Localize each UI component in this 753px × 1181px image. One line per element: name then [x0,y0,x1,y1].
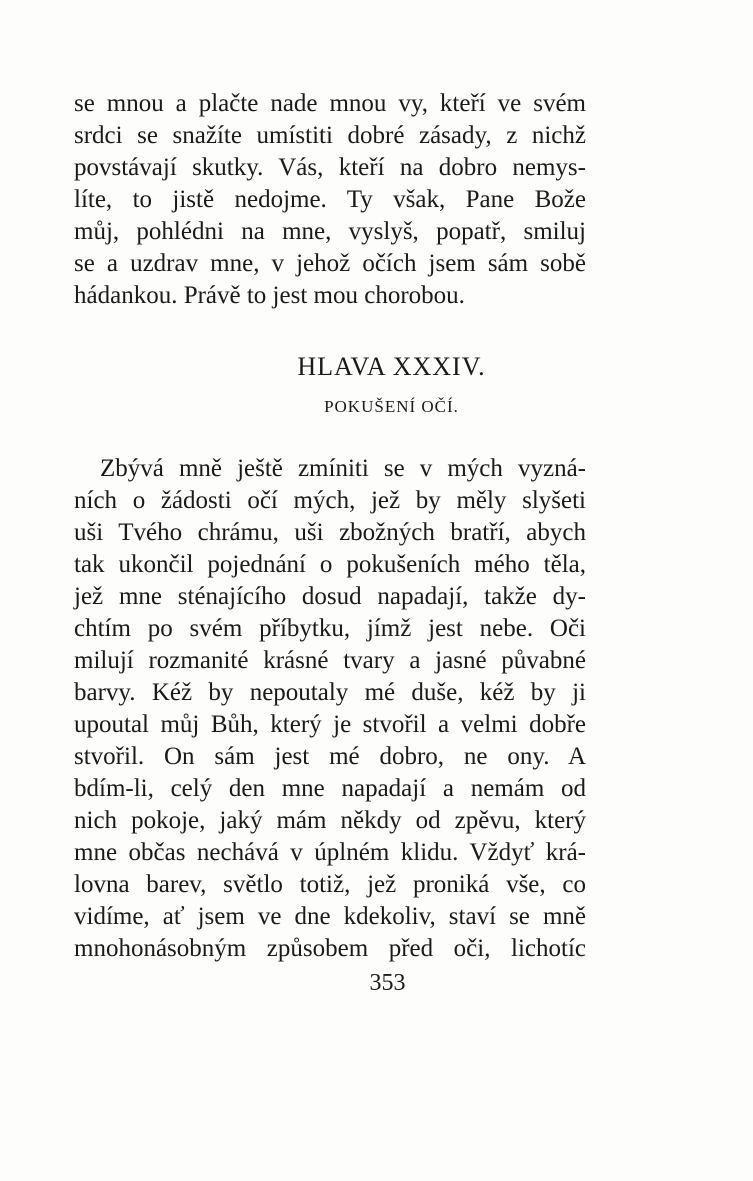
text-line: lovna barev, světlo totiž, jež proniká vše, co [74,871,586,898]
text-line: ních o žádosti očí mých, jež by měly slyšeti [74,487,586,514]
text-line: bdím-li, celý den mne napadají a nemám od [74,775,586,802]
text-line: mne občas nechává v úplném klidu. Vždyť krá- [74,839,586,866]
text-line: líte, to jistě nedojme. Ty však, Pane Bože [74,186,586,213]
top-paragraph [74,88,586,312]
text-line: jež mne sténajícího dosud napadají, takže dy- [74,583,586,610]
text-line: milují rozmanité krásné tvary a jasné půvabné [74,647,586,674]
text-line: se a uzdrav mne, v jehož očích jsem sám sobě [74,250,586,277]
text-line: srdci se snažíte umístiti dobré zásady, z nichž [74,122,586,149]
text-line: povstávají skutky. Vás, kteří na dobro nemys- [74,154,586,181]
text-line: mnohonásobným způsobem před oči, lichotíc [74,935,586,962]
text-line: barvy. Kéž by nepoutaly mé duše, kéž by ji [74,679,586,706]
text-line: můj, pohlédni na mne, vyslyš, popatř, smiluj [74,218,586,245]
text-line: stvořil. On sám jest mé dobro, ne ony. A [74,743,586,770]
text-line: tak ukončil pojednání o pokušeních mého těla, [74,551,586,578]
text-line: nich pokoje, jaký mám někdy od zpěvu, který [74,807,586,834]
text-line: vidíme, ať jsem ve dne kdekoliv, staví se mně [74,903,586,930]
chapter-heading: HLAVA XXXIV. [297,352,486,381]
chapter-subtitle: POKUŠENÍ OČÍ. [324,397,459,416]
text-line: Zbývá mně ještě zmíniti se v mých vyzná- [100,455,586,482]
main-paragraph [74,453,586,965]
text-line: chtím po svém příbytku, jímž jest nebe. Oči [74,615,586,642]
text-line: uši Tvého chrámu, uši zbožných bratří, abych [74,519,586,546]
text-line: se mnou a plačte nade mnou vy, kteří ve svém [74,90,586,117]
text-line: hádankou. Právě to jest mou chorobou. [74,282,465,309]
text-line: upoutal můj Bůh, který je stvořil a velmi dobře [74,711,586,738]
page-number: 353 [369,970,406,996]
